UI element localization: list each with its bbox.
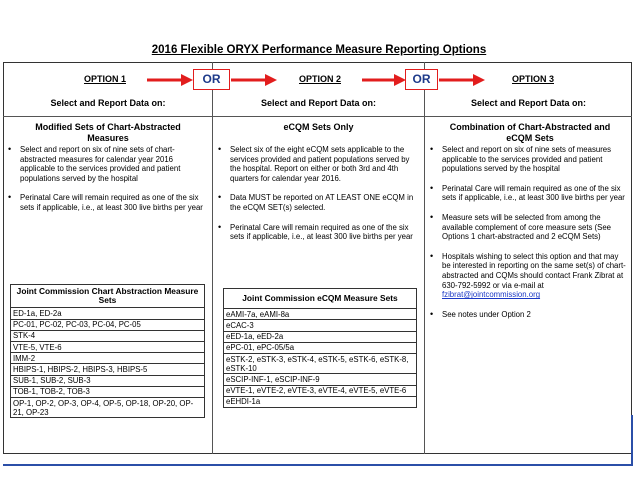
or-badge: OR: [405, 69, 438, 90]
option-1-label: OPTION 1: [83, 74, 126, 84]
right-arrow-icon: [439, 73, 485, 87]
option-2-bullet-list: [216, 145, 418, 252]
table-header: Joint Commission Chart Abstraction Measure Sets: [11, 285, 205, 308]
option-3-select-text: Select and Report Data on:: [470, 98, 587, 108]
list-item: • Perinatal Care will remain required as one of the six sets if applicable, i.e., at least 300 live births per year: [6, 193, 204, 212]
list-item: [428, 252, 628, 300]
option-3-label: OPTION 3: [511, 74, 554, 84]
table-row: STK-4: [11, 330, 205, 341]
list-item: • Select six of the eight eCQM sets applicable to the services provided and patient populations served by the hospital. Report on either or both 3rd and 4th quarters for calendar year 2016.: [216, 145, 418, 183]
column-divider: [424, 62, 425, 454]
option-3-bullet-list: [428, 145, 628, 329]
table-row: ED-1a, ED-2a: [11, 308, 205, 319]
list-item: • See notes under Option 2: [428, 310, 628, 320]
table-row: eSCIP-INF-1, eSCIP-INF-9: [224, 374, 417, 385]
table-header: Joint Commission eCQM Measure Sets: [224, 289, 417, 309]
chart-abstraction-measure-table: [10, 284, 205, 418]
table-row: eCAC-3: [224, 320, 417, 331]
page-title: 2016 Flexible ORYX Performance Measure Reporting Options: [151, 44, 487, 56]
table-row: VTE-5, VTE-6: [11, 342, 205, 353]
ecqm-measure-table: [223, 288, 417, 408]
option-2-heading: eCQM Sets Only: [283, 122, 354, 132]
table-row: PC-01, PC-02, PC-03, PC-04, PC-05: [11, 319, 205, 330]
list-item: • Perinatal Care will remain required as one of the six sets if applicable, i.e., at least 300 live births per year: [216, 223, 418, 242]
option-2-select-text: Select and Report Data on:: [260, 98, 377, 108]
table-row: SUB-1, SUB-2, SUB-3: [11, 375, 205, 386]
option-3-heading: Combination of Chart-Abstracted and eCQM Sets: [449, 122, 611, 143]
footer-accent-line: [631, 415, 633, 466]
contact-text: Hospitals wishing to select this option and that may be interested in reporting on the same set(s) of chart-abstracted and CQMs should contact Frank Zibrat at 630-792-5992 or via e-mail at: [442, 251, 626, 290]
table-row: TOB-1, TOB-2, TOB-3: [11, 386, 205, 397]
footer-accent-line: [3, 464, 633, 466]
or-badge: OR: [193, 69, 230, 90]
column-divider: [212, 62, 213, 454]
list-item: • Measure sets will be selected from among the available complement of core measure sets (See Options 1 chart-abstracted and 2 eCQM Sets): [428, 213, 628, 242]
option-2-label: OPTION 2: [298, 74, 341, 84]
right-arrow-icon: [362, 73, 406, 87]
contact-email-link[interactable]: fzibrat@jointcommission.org: [442, 290, 541, 300]
option-1-bullet-list: [6, 145, 204, 223]
right-arrow-icon: [147, 73, 193, 87]
table-row: eSTK-2, eSTK-3, eSTK-4, eSTK-5, eSTK-6, eSTK-8, eSTK-10: [224, 354, 417, 374]
table-row: eED-1a, eED-2a: [224, 331, 417, 342]
table-row: OP-1, OP-2, OP-3, OP-4, OP-5, OP-18, OP-20, OP-21, OP-23: [11, 398, 205, 418]
table-row: HBIPS-1, HBIPS-2, HBIPS-3, HBIPS-5: [11, 364, 205, 375]
list-item: • Select and report on six of nine sets of chart-abstracted measures for calendar year 2016 applicable to the services provided and patient populations served by the hospital: [6, 145, 204, 183]
list-item: • Select and report on six of nine sets of measures applicable to the services provided and patient populations served by the hospital: [428, 145, 628, 174]
table-row: eVTE-1, eVTE-2, eVTE-3, eVTE-4, eVTE-5, eVTE-6: [224, 385, 417, 396]
table-row: ePC-01, ePC-05/5a: [224, 342, 417, 353]
option-1-heading: Modified Sets of Chart-Abstracted Measures: [35, 122, 181, 143]
header-separator: [3, 116, 632, 117]
table-row: IMM-2: [11, 353, 205, 364]
table-row: eAMI-7a, eAMI-8a: [224, 309, 417, 320]
list-item: • Data MUST be reported on AT LEAST ONE eCQM in the eCQM SET(s) selected.: [216, 193, 418, 212]
list-item: • Perinatal Care will remain required as one of the six sets if applicable, i.e., at least 300 live births per year: [428, 184, 628, 203]
right-arrow-icon: [231, 73, 277, 87]
option-1-select-text: Select and Report Data on:: [50, 98, 166, 108]
table-row: eEHDI-1a: [224, 396, 417, 407]
